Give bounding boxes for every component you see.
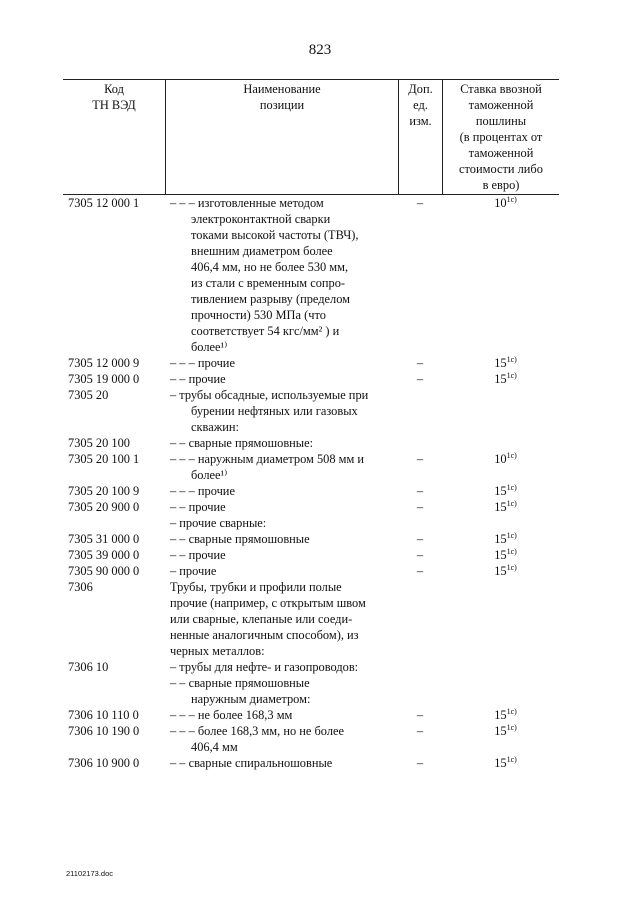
description-line: черных металлов:: [170, 644, 265, 658]
row-rate: [442, 499, 559, 515]
row-code: 7306 10 110 0: [68, 708, 139, 722]
row-rate: [442, 515, 559, 531]
row-description: [165, 723, 398, 755]
row-code: 7305 20 100 1: [68, 452, 140, 466]
rate-value: 15: [494, 548, 507, 562]
row-description: [165, 515, 398, 531]
tariff-table: [63, 79, 559, 771]
rate-value: 15: [494, 500, 507, 514]
row-unit: –: [416, 484, 424, 498]
row-description: [165, 755, 398, 771]
description-line: более¹⁾: [191, 468, 228, 482]
header-rate-line: пошлины: [475, 114, 527, 128]
row-code: 7306: [68, 580, 93, 594]
description-line: – трубы обсадные, используемые при: [170, 388, 369, 402]
description-line: – – сварные прямошовные: [170, 532, 310, 546]
table-header: [63, 79, 559, 195]
row-description: [165, 563, 398, 579]
rate-footnote: 1с): [506, 755, 517, 764]
row-description: [165, 435, 398, 451]
row-unit: [398, 435, 442, 451]
rate-footnote: 1с): [506, 355, 517, 364]
table-row: [63, 515, 559, 531]
header-rate-line: (в процентах от: [459, 130, 543, 144]
table-row: [63, 387, 559, 435]
description-line: – – – не более 168,3 мм: [170, 708, 293, 722]
row-unit: [398, 659, 442, 707]
row-rate: [442, 547, 559, 563]
row-rate: [442, 355, 559, 371]
description-line: – – – наружным диаметром 508 мм и: [170, 452, 365, 466]
row-rate: [442, 195, 559, 355]
description-line: – – прочие: [170, 500, 226, 514]
rate-value: 10: [494, 196, 507, 210]
row-unit: –: [416, 724, 424, 738]
table-row: [63, 435, 559, 451]
row-unit: [398, 387, 442, 435]
row-code: [63, 515, 165, 531]
description-line: электроконтактной сварки: [191, 212, 331, 226]
header-rate-line: таможенной: [468, 98, 534, 112]
description-line: токами высокой частоты (ТВЧ),: [191, 228, 359, 242]
header-name-line: позиции: [259, 98, 305, 112]
table-row: [63, 195, 559, 355]
table-row: [63, 723, 559, 755]
row-description: [165, 483, 398, 499]
description-line: скважин:: [191, 420, 239, 434]
row-description: [165, 195, 398, 355]
description-line: Трубы, трубки и профили полые: [170, 580, 342, 594]
description-line: ненные аналогичным способом), из: [170, 628, 359, 642]
description-line: – – – прочие: [170, 356, 235, 370]
row-unit: –: [416, 532, 424, 546]
description-line: прочности) 530 МПа (что: [191, 308, 326, 322]
row-code: 7305 39 000 0: [68, 548, 140, 562]
row-description: [165, 451, 398, 483]
row-code: 7306 10 190 0: [68, 724, 140, 738]
row-rate: [442, 755, 559, 771]
row-code: 7305 20: [68, 388, 109, 402]
table-row: [63, 659, 559, 707]
header-rate-line: Ставка ввозной: [460, 82, 542, 96]
row-description: [165, 499, 398, 515]
row-unit: –: [416, 708, 424, 722]
file-name-footer: 21102173.doc: [66, 869, 113, 878]
row-unit: –: [416, 756, 424, 770]
header-code-line: Код: [104, 82, 124, 96]
description-line: – прочие сварные:: [170, 516, 267, 530]
rate-value: 15: [494, 532, 507, 546]
rate-footnote: 1с): [506, 563, 517, 572]
row-rate: [442, 371, 559, 387]
row-description: [165, 371, 398, 387]
header-code: [63, 80, 165, 194]
row-code: 7305 90 000 0: [68, 564, 140, 578]
description-line: внешним диаметром более: [191, 244, 333, 258]
row-rate: [442, 387, 559, 435]
rate-footnote: 1с): [506, 531, 517, 540]
row-unit: [398, 515, 442, 531]
table-row: [63, 355, 559, 371]
header-rate-line: таможенной: [468, 146, 534, 160]
description-line: – прочие: [170, 564, 217, 578]
description-line: или сварные, клепаные или соеди-: [170, 612, 353, 626]
description-line: – – – более 168,3 мм, но не более: [170, 724, 345, 738]
header-unit-line: изм.: [409, 114, 432, 128]
row-description: [165, 531, 398, 547]
row-unit: –: [416, 500, 424, 514]
row-unit: –: [416, 564, 424, 578]
rate-value: 15: [494, 708, 507, 722]
rate-value: 15: [494, 484, 507, 498]
page-number: 823: [308, 42, 332, 58]
description-line: – – – прочие: [170, 484, 235, 498]
rate-value: 15: [494, 564, 507, 578]
header-name-line: Наименование: [243, 82, 321, 96]
description-line: наружным диаметром:: [191, 692, 311, 706]
table-row: [63, 707, 559, 723]
row-unit: –: [416, 452, 424, 466]
header-unit: [398, 80, 442, 194]
row-code: 7305 31 000 0: [68, 532, 140, 546]
description-line: из стали с временным сопро-: [191, 276, 346, 290]
description-line: – – – изготовленные методом: [170, 196, 324, 210]
row-code: 7305 20 100 9: [68, 484, 140, 498]
table-row: [63, 579, 559, 659]
row-description: [165, 355, 398, 371]
row-rate: [442, 483, 559, 499]
row-unit: –: [416, 548, 424, 562]
row-description: [165, 547, 398, 563]
description-line: прочие (например, с открытым швом: [170, 596, 366, 610]
row-code: 7305 20 900 0: [68, 500, 140, 514]
table-row: [63, 755, 559, 771]
table-row: [63, 531, 559, 547]
header-rate-line: стоимости либо: [459, 162, 543, 176]
rate-footnote: 1с): [506, 371, 517, 380]
table-row: [63, 483, 559, 499]
row-unit: [398, 579, 442, 659]
row-rate: [442, 579, 559, 659]
description-line: 406,4 мм: [191, 740, 238, 754]
header-code-line: ТН ВЭД: [92, 98, 136, 112]
description-line: – – сварные прямошовные: [170, 676, 310, 690]
description-line: соответствует 54 кгс/мм² ) и: [191, 324, 340, 338]
rate-footnote: 1с): [506, 195, 517, 204]
header-name: [165, 80, 398, 194]
header-rate-line: в евро): [482, 178, 520, 192]
description-line: – – сварные прямошовные:: [170, 436, 314, 450]
row-rate: [442, 563, 559, 579]
rate-footnote: 1с): [506, 483, 517, 492]
description-line: тивлением разрыву (пределом: [191, 292, 351, 306]
rate-value: 15: [494, 372, 507, 386]
header-unit-line: Доп.: [408, 82, 433, 96]
rate-value: 15: [494, 724, 507, 738]
rate-value: 15: [494, 756, 507, 770]
row-rate: [442, 451, 559, 483]
description-line: – – прочие: [170, 548, 226, 562]
description-line: – трубы для нефте- и газопроводов:: [170, 660, 359, 674]
row-code: 7305 20 100: [68, 436, 130, 450]
row-rate: [442, 723, 559, 755]
row-rate: [442, 531, 559, 547]
description-line: бурении нефтяных или газовых: [191, 404, 358, 418]
header-rate: [442, 80, 559, 194]
rate-footnote: 1с): [506, 707, 517, 716]
table-row: [63, 563, 559, 579]
row-rate: [442, 659, 559, 707]
rate-footnote: 1с): [506, 451, 517, 460]
table-row: [63, 547, 559, 563]
row-description: [165, 707, 398, 723]
row-unit: –: [416, 196, 424, 210]
row-rate: [442, 707, 559, 723]
table-row: [63, 451, 559, 483]
row-code: 7306 10: [68, 660, 109, 674]
rate-footnote: 1с): [506, 547, 517, 556]
description-line: 406,4 мм, но не более 530 мм,: [191, 260, 349, 274]
rate-footnote: 1с): [506, 499, 517, 508]
row-description: [165, 659, 398, 707]
description-line: – – сварные спиральношовные: [170, 756, 333, 770]
description-line: более¹⁾: [191, 340, 228, 354]
rate-value: 10: [494, 452, 507, 466]
row-unit: –: [416, 356, 424, 370]
row-rate: [442, 435, 559, 451]
description-line: – – прочие: [170, 372, 226, 386]
row-description: [165, 387, 398, 435]
rate-value: 15: [494, 356, 507, 370]
table-row: [63, 371, 559, 387]
row-unit: –: [416, 372, 424, 386]
row-code: 7305 12 000 1: [68, 196, 140, 210]
table-row: [63, 499, 559, 515]
rate-footnote: 1с): [506, 723, 517, 732]
row-code: 7305 12 000 9: [68, 356, 140, 370]
row-description: [165, 579, 398, 659]
row-code: 7305 19 000 0: [68, 372, 140, 386]
table-body: [63, 195, 559, 771]
header-unit-line: ед.: [413, 98, 428, 112]
row-code: 7306 10 900 0: [68, 756, 140, 770]
